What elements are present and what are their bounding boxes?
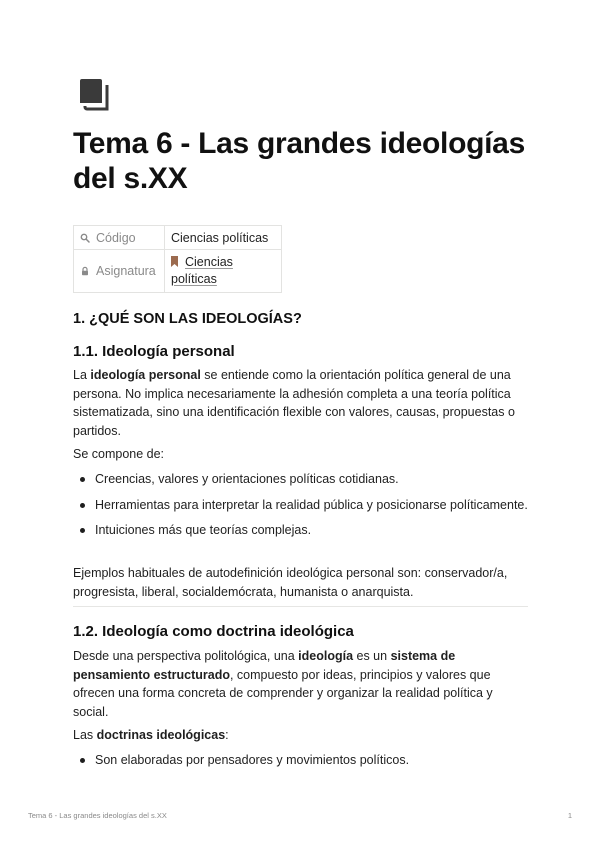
divider (73, 606, 528, 607)
property-value-asignatura[interactable] (165, 250, 282, 293)
subsection-heading-doctrina: 1.2. Ideología como doctrina ideológica (73, 623, 354, 640)
list-item: Intuiciones más que teorías complejas. (73, 521, 528, 540)
paragraph-ejemplos: Ejemplos habituales de autodefinición ideológica personal son: conservador/a, progresista, liberal, socialdemócrata, humanista o anarquista. (73, 566, 508, 599)
list-item: Herramientas para interpretar la realidad pública y posicionarse políticamente. (73, 496, 528, 515)
property-label-asignatura: Asignatura (96, 264, 156, 278)
property-label-codigo: Código (96, 230, 136, 245)
properties-table (73, 225, 282, 293)
paragraph-doctrina: Desde una perspectiva politológica, una ideología es un sistema de pensamiento estructurado, compuesto por ideas, principios y valores que ofrecen una forma concreta de comprender y organizar la realidad política y social. (73, 649, 493, 719)
paragraph-doctrinas-ideologicas: Las doctrinas ideológicas: (73, 728, 229, 742)
bullet-list-componentes (73, 470, 528, 540)
property-row-asignatura (74, 250, 282, 293)
footer-title: Tema 6 - Las grandes ideologías del s.XX (28, 811, 167, 820)
list-item: Creencias, valores y orientaciones políticas cotidianas. (73, 470, 528, 489)
bookmark-icon (171, 256, 178, 267)
paragraph-se-compone: Se compone de: (73, 447, 165, 461)
search-icon (80, 233, 90, 243)
bullet-list-doctrinas (73, 751, 528, 770)
paragraph-ideologia-personal: La ideología personal se entiende como la orientación política general de una persona. No implica necesariamente la adhesión completa a una teoría política sistematizada, sino una identificación flexible con valores, causas, propuestas o partidos. (73, 368, 515, 438)
list-item: Son elaboradas por pensadores y movimientos políticos. (73, 751, 528, 770)
page-title: Tema 6 - Las grandes ideologías del s.XX (73, 127, 525, 195)
footer-page-number: 1 (567, 811, 572, 820)
book-icon (77, 78, 111, 112)
section-heading-ideologias: 1. ¿QUÉ SON LAS IDEOLOGÍAS? (73, 311, 302, 327)
asignatura-link[interactable]: Ciencias políticas (171, 255, 233, 286)
property-row-codigo (74, 226, 282, 250)
subsection-heading-ideologia-personal: 1.1. Ideología personal (73, 343, 235, 360)
property-value-codigo[interactable]: Ciencias políticas (165, 226, 282, 250)
lock-icon (80, 266, 90, 276)
